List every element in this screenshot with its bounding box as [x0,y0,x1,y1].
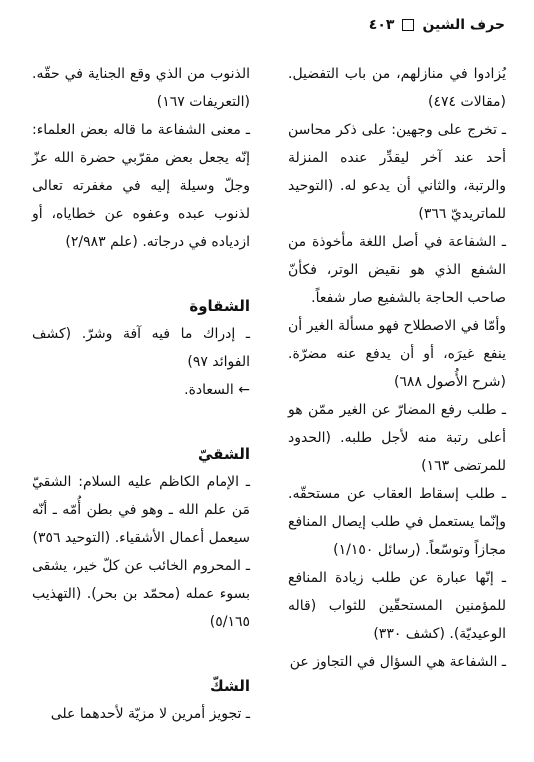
paragraph: ـ طلب إسقاط العقاب عن مستحقّه. وإنّما يستعمل في طلب إيصال المنافع مجازاً وتوسّعاً. (رسائل ١/١٥٠) [288,486,506,558]
page-number: ٤٠٣ [368,17,395,33]
paragraph: ← السعادة. [184,382,250,398]
paragraph: ـ تخرج على وجهين: على ذكر محاسن أحد عند آخر ليقدِّر عنده المنزلة والرتبة، والثاني أن يدعو له. (التوحيد للماتريديّ ٣٦٦) [288,122,506,222]
paragraph: ـ الإمام الكاظم عليه السلام: الشقيّ مَن علم الله ـ وهو في بطن أُمّه ـ أنّه سيعمل أعمال الأشقياء. (التوحيد ٣٥٦) [32,474,250,546]
section-title: حرف الشين [422,17,505,33]
paragraph: ـ تجويز أمرين لا مزيّة لأحدهما على [50,706,250,722]
left-column [32,60,250,728]
entry-heading: الشقاوة [189,297,250,315]
paragraph: الذنوب من الذي وقع الجناية في حقّه. (التعريفات ١٦٧) [32,66,250,110]
spacer [32,256,250,284]
square-ornament-icon [402,19,414,31]
paragraph: ـ معنى الشفاعة ما قاله بعض العلماء: إنّه يجعل بعض مقرّبي حضرة الله عزّ وجلّ وسيلة إليه في مغفرته تعالى لذنوب عبده وعفوه عن خطاياه، أو ازدياده في درجاته. (علم ٢/٩٨٣) [32,122,250,250]
page-header [30,12,505,38]
paragraph: ـ طلب رفع المضارّ عن الغير ممّن هو أعلى رتبة منه لأجل طلبه. (الحدود للمرتضى ١٦٣) [288,402,506,474]
right-column [288,60,506,676]
spacer [32,404,250,432]
paragraph: ـ المحروم الخائب عن كلّ خير، يشقى بسوء عمله (محمّد بن بحر). (التهذيب ٥/١٦٥) [32,558,250,630]
entry-heading: الشقيّ [197,445,250,463]
entry-heading: الشكّ [209,677,250,695]
paragraph: ـ إنّها عبارة عن طلب زيادة المنافع للمؤمنين المستحقّين للثواب (قاله الوعيديّة). (كشف ٣٣٠) [288,570,506,642]
paragraph: يُزادوا في منازلهم، من باب التفضيل. (مقالات ٤٧٤) [288,66,506,110]
paragraph: وأمّا في الاصطلاح فهو مسألة الغير أن ينفع غيرَه، أو أن يدفع عنه مضرّة. (شرح الأُصول ٦٨٨) [288,318,506,390]
paragraph: ـ الشفاعة هي السؤال في التجاوز عن [289,654,506,670]
spacer [32,636,250,664]
paragraph: ـ الشفاعة في أصل اللغة مأخوذة من الشفع الذي هو نقيض الوتر، فكأنّ صاحب الحاجة بالشفيع صار شفعاً. [288,234,506,306]
paragraph: ـ إدراك ما فيه آفة وشرّ. (كشف الفوائد ٩٧) [32,326,250,370]
